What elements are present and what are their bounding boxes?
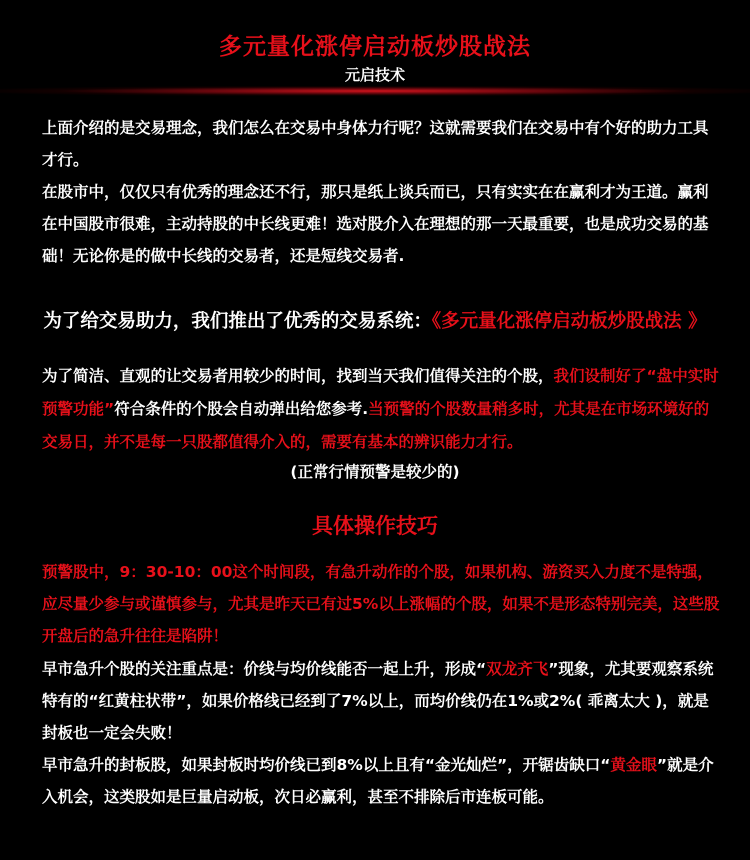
tip-focus-text-b: ”现象，尤其要观察系统特有的“红黄柱状带”，如果价格线已经到了7%以上，而均价线仍在1%或2%( 乖离太大 )，就是封板也一定会失败！ [42, 659, 714, 743]
alert-text-auto-popup: 符合条件的个股会自动弹出给您参考. [114, 400, 369, 418]
tip-focus-highlight: 双龙齐飞 [486, 659, 549, 678]
page-subtitle: 元启技术 [344, 66, 405, 84]
tip-focus [42, 653, 722, 750]
tip-focus-text-a: 早市急升个股的关注重点是：价线与均价线能否一起上升，形成“ [42, 659, 487, 678]
intro-paragraph-1: 上面介绍的是交易理念，我们怎么在交易中身体力行呢？这就需要我们在交易中有个好的助力工具才行。 [42, 119, 709, 169]
tip-limit-highlight: 黄金眼 [610, 756, 657, 775]
tip-warning: 预警股中，9：30-10：00这个时间段，有急升动作的个股，如果机构、游资买入力度不是特强，应尽量少参与或谨慎参与，尤其是昨天已有过5%以上涨幅的个股，如果不是形态特别完美，这些股开盘后的急升往往是陷阱！ [42, 563, 720, 646]
section-title: 具体操作技巧 [312, 514, 438, 538]
system-tagline [0, 307, 750, 333]
alert-description [42, 360, 722, 459]
tagline-prefix: 为了给交易助力，我们推出了优秀的交易系统： [43, 311, 432, 332]
page-title: 多元量化涨停启动板炒股战法 [219, 34, 531, 60]
tip-limit-up [42, 749, 722, 813]
red-glow-divider [0, 86, 750, 96]
alert-note: (正常行情预警是较少的) [290, 463, 460, 481]
intro-section [42, 112, 722, 272]
alert-feature-highlight: 我们设制好了“盘中实时预警功能” [42, 367, 719, 418]
alert-text-warning: 当预警的个股数量稍多时，尤其是在市场环境好的交易日，并不是每一只股都值得介入的，需要有基本的辨识能力才行。 [42, 400, 710, 451]
tip-limit-text-b: ”就是介入机会，这类股如是巨量启动板，次日必赢利，甚至不排除后市连板可能。 [42, 756, 714, 807]
tips-section [42, 556, 722, 814]
tip-limit-text-a: 早市急升的封板股，如果封板时均价线已到8%以上且有“金光灿烂”，开锯齿缺口“ [42, 756, 611, 775]
alert-paragraph [42, 360, 722, 459]
intro-paragraph-2: 在股市中，仅仅只有优秀的理念还不行，那只是纸上谈兵而已，只有实实在在赢利才为王道。赢利在中国股市很难，主动持股的中长线更难！选对股介入在理想的那一天最重要，也是成功交易的基础！无论你是的做中长线的交易者，还是短线交易者. [42, 183, 709, 265]
alert-text-intro: 为了简洁、直观的让交易者用较少的时间，找到当天我们值得关注的个股， [42, 367, 554, 385]
tagline-system-name: 《多元量化涨停启动板炒股战法 》 [431, 311, 707, 332]
